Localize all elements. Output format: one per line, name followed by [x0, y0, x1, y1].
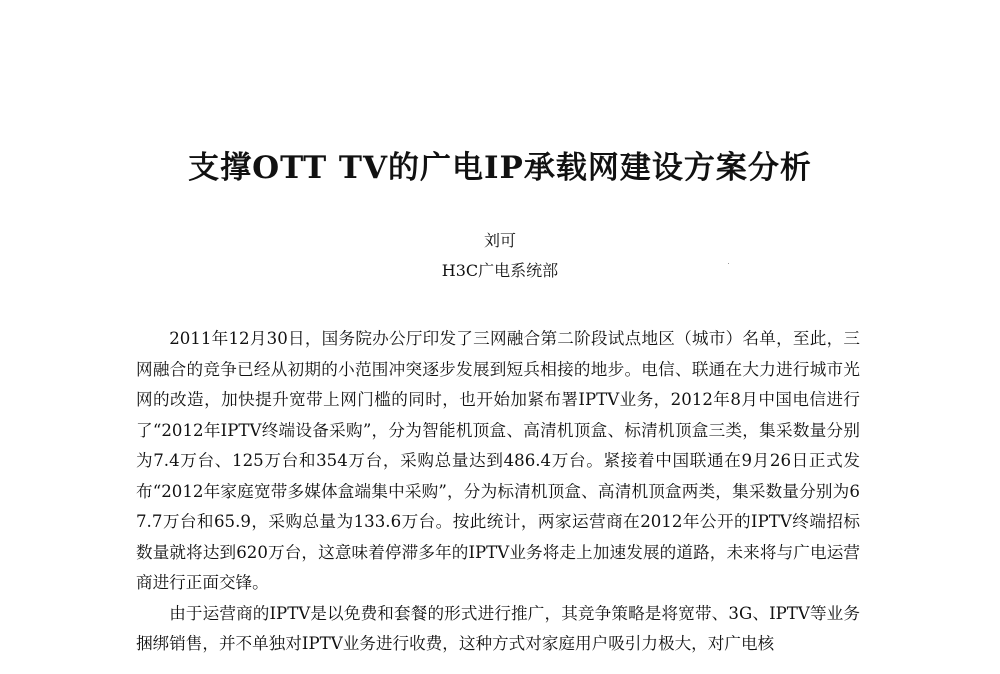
paragraph: 2011年12月30日，国务院办公厅印发了三网融合第二阶段试点地区（城市）名单，至此，三网融合的竞争已经从初期的小范围冲突逐步发展到短兵相接的地步。电信、联通在大力进行城市光网的改造，加快提升宽带上网门槛的同时，也开始加紧布署IPTV业务，2012年8月中国电信进行了“2012年IPTV终端设备采购”，分为智能机顶盒、高清机顶盒、标清机顶盒三类，集采数量分别为7.4万台、125万台和354万台，采购总量达到486.4万台。紧接着中国联通在9月26日正式发布“2012年家庭宽带多媒体盒端集中采购”，分为标清机顶盒、高清机顶盒两类，集采数量分别为67.7万台和65.9，采购总量为133.6万台。按此统计，两家运营商在2012年公开的IPTV终端招标数量就将达到620万台，这意味着停滞多年的IPTV业务将走上加速发展的道路，未来将与广电运营商进行正面交锋。	[136, 329, 860, 592]
paragraph: 由于运营商的IPTV是以免费和套餐的形式进行推广，其竞争策略是将宽带、3G、IPTV等业务捆绑销售，并不单独对IPTV业务进行收费，这种方式对家庭用户吸引力极大，对广电核	[136, 603, 860, 653]
body-text	[136, 324, 860, 660]
scan-speck	[728, 263, 729, 264]
document-title: 支撑OTT TV的广电IP承载网建设方案分析	[188, 150, 812, 186]
author-affiliation: H3C广电系统部	[441, 261, 559, 280]
author-name: 刘可	[483, 231, 516, 250]
